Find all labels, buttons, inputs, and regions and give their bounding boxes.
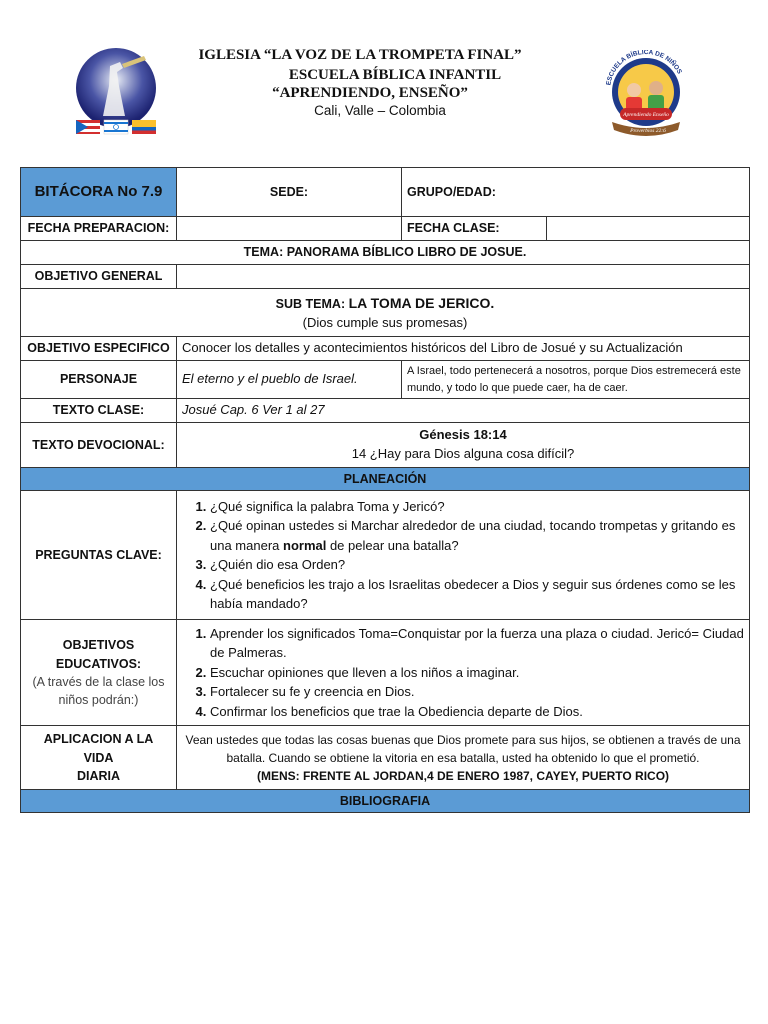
devocional-reference: Génesis 18:14 [419, 427, 507, 443]
objetivo-especifico-label: OBJETIVO ESPECIFICO [21, 337, 177, 361]
bitacora-number: BITÁCORA No 7.9 [21, 168, 177, 217]
subtema [21, 289, 750, 337]
pregunta-item: 3. ¿Quién dio esa Orden? [210, 555, 744, 575]
fecha-preparacion-label: FECHA PREPARACION: [21, 217, 177, 241]
header-school-name: ESCUELA BÍBLICA INFANTIL [288, 67, 502, 83]
objetivo-general-value[interactable] [177, 265, 750, 289]
preguntas-clave-label: PREGUNTAS CLAVE: [21, 491, 177, 620]
header-motto: “APRENDIENDO, ENSEÑO” [272, 85, 468, 101]
header-location: Cali, Valle – Colombia [314, 103, 446, 118]
aplicacion-reference: (MENS: FRENTE AL JORDAN,4 DE ENERO 1987, CAYEY, PUERTO RICO) [256, 768, 670, 783]
school-logo [598, 50, 694, 146]
objetivo-especifico-value: Conocer los detalles y acontecimientos históricos del Libro de Josué y su Actualización [177, 337, 750, 361]
objetivos-educativos-label: OBJETIVOS EDUCATIVOS: (A través de la clase los niños podrán:) [21, 620, 177, 726]
pregunta-item: 1. ¿Qué significa la palabra Toma y Jericó? [210, 497, 744, 517]
devocional-text: 14 ¿Hay para Dios alguna cosa difícil? [351, 446, 575, 461]
fecha-preparacion-value[interactable] [177, 217, 402, 241]
bibliografia-band: BIBLIOGRAFIA [21, 790, 750, 813]
texto-clase-label: TEXTO CLASE: [21, 399, 177, 423]
personaje-label: PERSONAJE [21, 361, 177, 399]
header-church-name: IGLESIA “LA VOZ DE LA TROMPETA FINAL” [198, 47, 522, 63]
objetivo-item: 1. Aprender los significados Toma=Conquistar por la fuerza una plaza o ciudad. Jericó= Ciudad de Palmeras. [210, 624, 744, 663]
objetivo-item: 3. Fortalecer su fe y creencia en Dios. [210, 682, 744, 702]
aplicacion-label: APLICACION A LA VIDA DIARIA [21, 726, 177, 790]
subtema-label: SUB TEMA: [275, 296, 349, 311]
fecha-clase-label: FECHA CLASE: [402, 217, 547, 241]
lesson-form-table [20, 167, 750, 813]
texto-devocional-value [177, 423, 750, 468]
tema: TEMA: PANORAMA BÍBLICO LIBRO DE JOSUE. [21, 241, 750, 265]
svg-text:ESCUELA BÍBLICA DE NIÑOS: ESCUELA BÍBLICA DE NIÑOS [605, 50, 683, 86]
objetivos-educativos-sub: (A través de la clase los niños podrán:) [32, 674, 165, 707]
sede-label: SEDE: [177, 168, 402, 217]
texto-clase-value: Josué Cap. 6 Ver 1 al 27 [177, 399, 750, 423]
grupo-edad-label: GRUPO/EDAD: [402, 168, 750, 217]
aplicacion-value [177, 726, 750, 790]
pregunta-item: 2. ¿Qué opinan ustedes si Marchar alrededor de una ciudad, tocando trompetas y gritando es una manera normal de pelear una batalla? [210, 516, 744, 555]
svg-text:Proverbios 22:6: Proverbios 22:6 [630, 128, 666, 134]
objetivos-educativos-list [177, 620, 750, 726]
personaje-value: El eterno y el pueblo de Israel. [177, 361, 402, 399]
aplicacion-text: Vean ustedes que todas las cosas buenas que Dios promete para sus hijos, se obtienen a través de una batalla. Cuando se obtiene la vitoria en esa batalla, usted ha obtenido lo que el prometió. [185, 732, 741, 765]
preguntas-clave-list [177, 491, 750, 620]
objetivo-item: 4. Confirmar los beneficios que trae la Obediencia departe de Dios. [210, 702, 744, 722]
svg-text:Aprendiendo Enseño: Aprendiendo Enseño [623, 112, 669, 118]
personaje-note: A Israel, todo pertenecerá a nosotros, porque Dios estremecerá este mundo, y todo lo que puede caer, ha de caer. [402, 361, 750, 399]
subtema-title: LA TOMA DE JERICO. [348, 294, 495, 311]
objetivo-general-label: OBJETIVO GENERAL [21, 265, 177, 289]
objetivo-item: 2. Escuchar opiniones que lleven a los niños a imaginar. [210, 663, 744, 683]
fecha-clase-value[interactable] [547, 217, 750, 241]
texto-devocional-label: TEXTO DEVOCIONAL: [21, 423, 177, 468]
subtema-subtitle: (Dios cumple sus promesas) [302, 314, 468, 330]
pregunta-item: 4. ¿Qué beneficios les trajo a los Israelitas obedecer a Dios y seguir sus órdenes como se les había mandado? [210, 575, 744, 614]
planeacion-band: PLANEACIÓN [21, 468, 750, 491]
